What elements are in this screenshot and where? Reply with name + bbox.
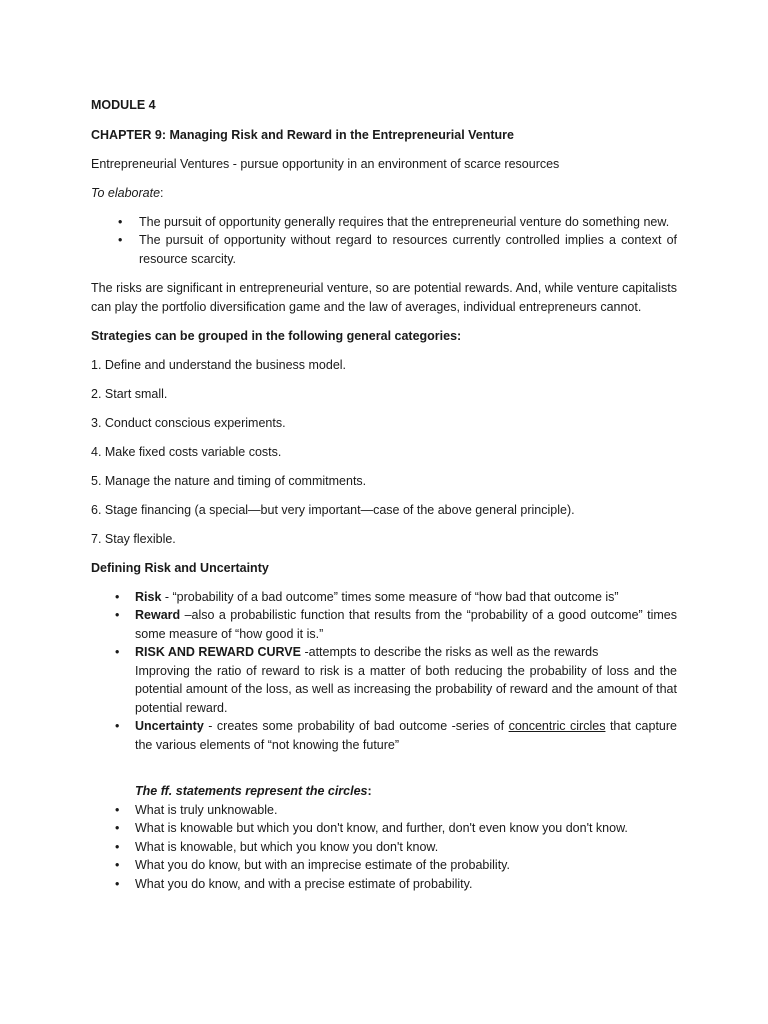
- list-item: [91, 819, 677, 838]
- bullet-icon: •: [118, 214, 123, 229]
- bullet-icon: •: [115, 839, 120, 854]
- risk-term: Risk: [135, 589, 162, 604]
- elaborate-colon: :: [160, 186, 164, 200]
- strategy-item: 6. Stage financing (a special—but very important—case of the above general principle).: [91, 503, 575, 517]
- circles-list: [91, 801, 677, 894]
- list-item: [91, 838, 677, 857]
- uncertainty-text-before: - creates some probability of bad outcome -series of: [203, 719, 509, 733]
- strategies-list: [91, 356, 677, 549]
- list-item: [91, 213, 677, 232]
- list-item-curve: [91, 643, 677, 717]
- ev-definition-text: - pursue opportunity in an environment of scarce resources: [229, 156, 560, 171]
- strategy-item: 7. Stay flexible.: [91, 532, 176, 546]
- list-item: [91, 875, 677, 894]
- risk-text: - “probability of a bad outcome” times some measure of “how bad that outcome is”: [161, 589, 619, 604]
- curve-term: RISK AND REWARD CURVE: [135, 645, 301, 659]
- list-item-risk: [91, 588, 677, 607]
- uncertainty-text-after: that capture the various elements of “not knowing the future”: [135, 719, 677, 752]
- list-item-text: What is truly unknowable.: [135, 802, 278, 817]
- list-item-text: What you do know, and with a precise estimate of probability.: [135, 876, 473, 891]
- bullet-icon: •: [115, 858, 120, 872]
- ev-definition: [91, 155, 677, 174]
- curve-text: -attempts to describe the risks as well as the rewards: [301, 645, 599, 659]
- strategy-item: 2. Start small.: [91, 387, 168, 401]
- bullet-icon: •: [115, 876, 120, 891]
- elaborate-text: To elaborate: [91, 186, 161, 200]
- circles-heading-text: The ff. statements represent the circles: [135, 784, 368, 798]
- chapter-name: Managing Risk and Reward in the Entrepreneurial Venture: [169, 127, 515, 142]
- strategy-item: 4. Make fixed costs variable costs.: [91, 445, 282, 459]
- strategy-item: 3. Conduct conscious experiments.: [91, 416, 286, 430]
- bullet-icon: •: [115, 645, 120, 659]
- list-item-text: What is knowable, but which you know you don't know.: [135, 839, 439, 854]
- chapter-prefix: CHAPTER 9:: [91, 127, 170, 142]
- definitions-list: [91, 588, 677, 755]
- strategies-heading: Strategies can be grouped in the following general categories:: [91, 329, 462, 343]
- list-item-uncertainty: [91, 717, 677, 754]
- list-item-reward: [91, 606, 677, 643]
- list-item: [91, 801, 677, 820]
- circles-heading-colon: :: [367, 784, 372, 798]
- elaborate-list: [91, 213, 677, 269]
- list-item-text: What you do know, but with an imprecise estimate of the probability.: [135, 858, 510, 872]
- list-item-text: The pursuit of opportunity without regard to resources currently controlled implies a context of resource scarcity.: [139, 233, 677, 266]
- bullet-icon: •: [115, 821, 120, 835]
- curve-detail: Improving the ratio of reward to risk is a matter of both reducing the probability of loss and the potential amount of the loss, as well as increasing the probability of reward and the amount of that potential reward.: [135, 663, 677, 715]
- list-item-text: What is knowable but which you don't know, and further, don't even know you don't know.: [135, 821, 628, 835]
- bullet-icon: •: [115, 719, 120, 733]
- reward-text: –also a probabilistic function that results from the “probability of a good outcome” times some measure of “how good it is.”: [135, 608, 677, 641]
- strategy-item: 5. Manage the nature and timing of commitments.: [91, 474, 367, 488]
- reward-term: Reward: [135, 608, 181, 622]
- ev-term: Entrepreneurial Ventures: [91, 156, 230, 171]
- bullet-icon: •: [115, 802, 120, 817]
- list-item: [91, 856, 677, 875]
- circles-heading: [91, 782, 677, 801]
- chapter-title: [91, 126, 677, 145]
- uncertainty-term: Uncertainty: [135, 719, 204, 733]
- concentric-circles-link: concentric circles: [508, 719, 606, 733]
- list-item: [91, 231, 677, 268]
- elaborate-label: [91, 184, 677, 203]
- bullet-icon: •: [115, 608, 120, 622]
- strategy-item: 1. Define and understand the business model.: [91, 358, 347, 372]
- module-title: MODULE 4: [91, 98, 156, 112]
- list-item-text: The pursuit of opportunity generally requires that the entrepreneurial venture do something new.: [139, 214, 670, 229]
- risks-paragraph: The risks are significant in entrepreneurial venture, so are potential rewards. And, while venture capitalists can play the portfolio diversification game and the law of averages, individual entrepreneurs cannot.: [91, 281, 677, 314]
- bullet-icon: •: [118, 233, 123, 247]
- bullet-icon: •: [115, 589, 120, 604]
- defining-heading: Defining Risk and Uncertainty: [91, 561, 269, 575]
